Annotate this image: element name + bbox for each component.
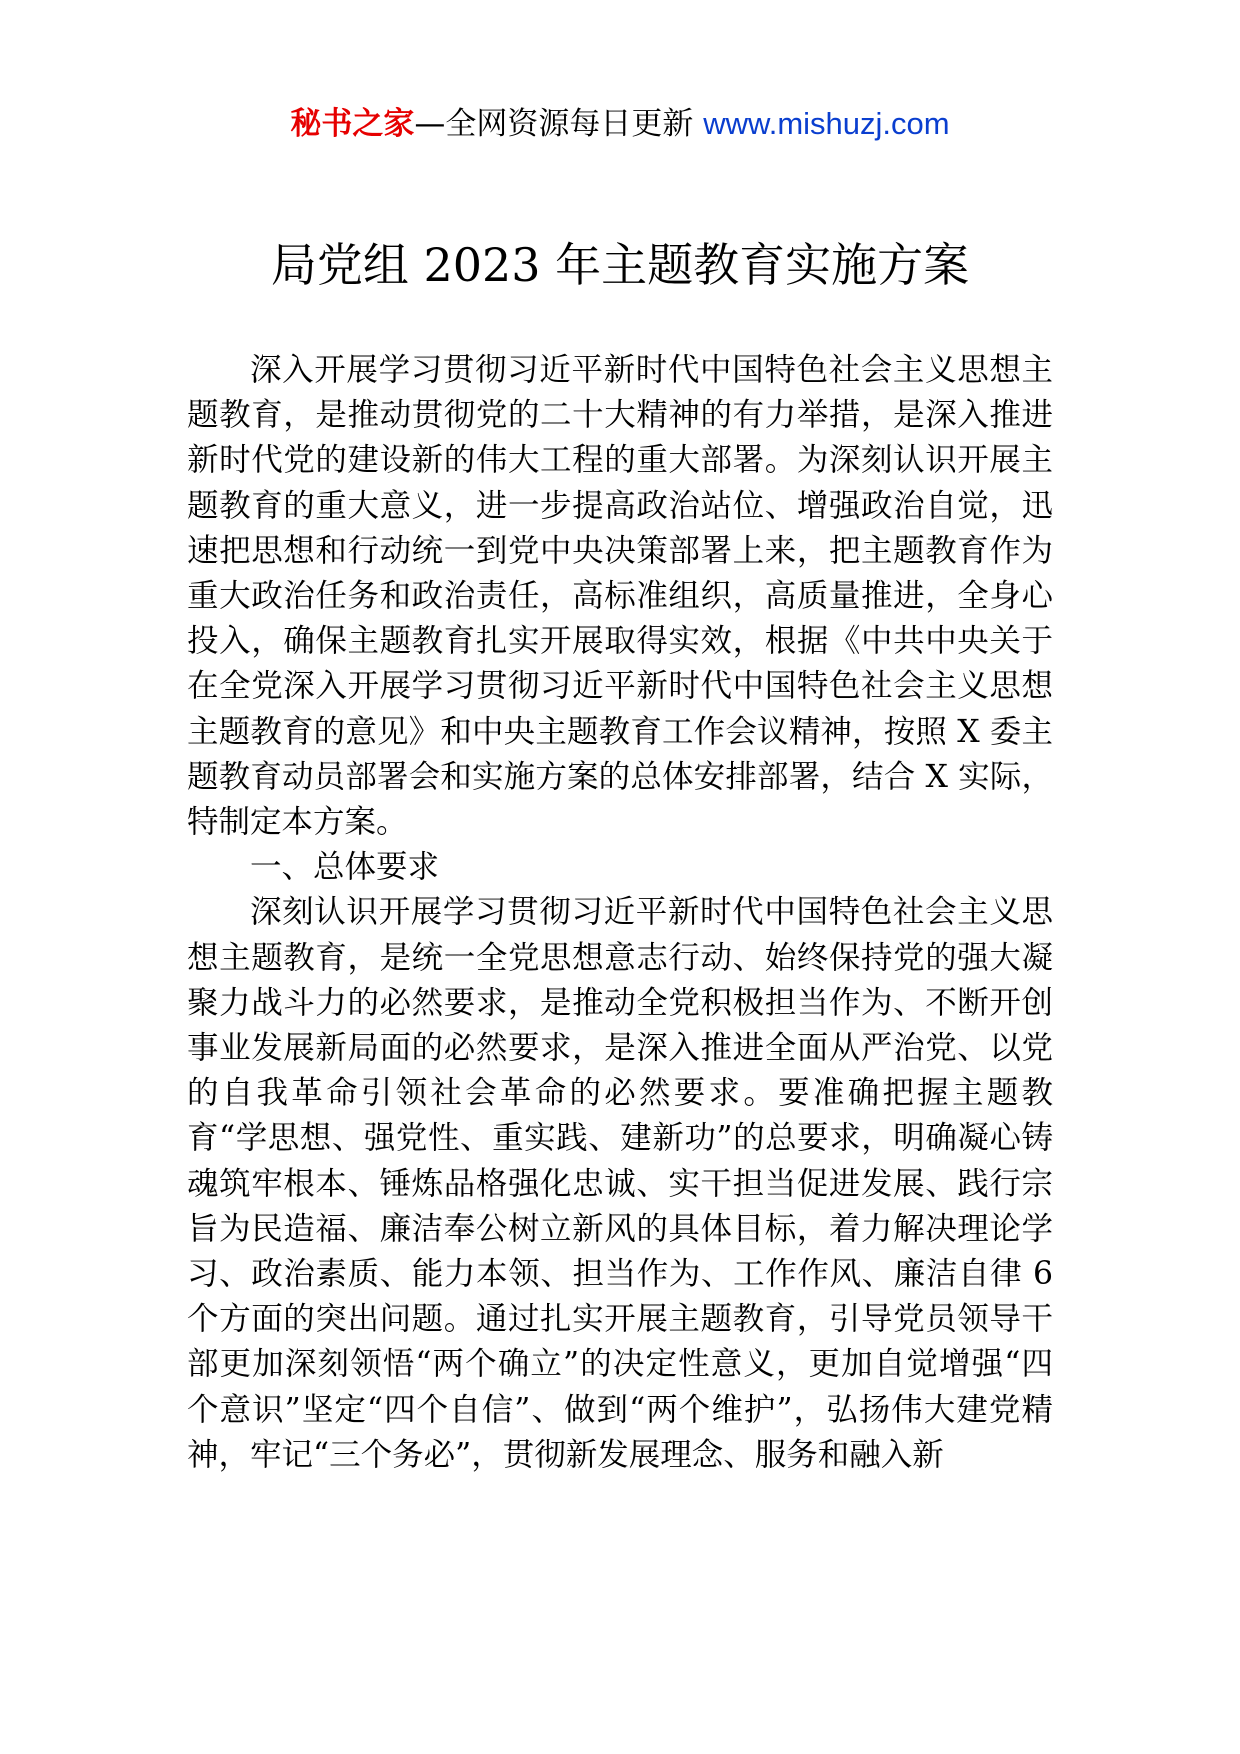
document-body <box>187 348 1053 1478</box>
section-heading-general-requirements: 一、总体要求 <box>250 849 440 886</box>
document-title: 局党组 2023 年主题教育实施方案 <box>270 238 970 292</box>
requirements-paragraph: 深刻认识开展学习贯彻习近平新时代中国特色社会主义思想主题教育，是统一全党思想意志行动、始终保持党的强大凝聚力战斗力的必然要求，是推动全党积极担当作为、不断开创事业发展新局面的必然要求，是深入推进全面从严治党、以党的自我革命引领社会革命的必然要求。要准确把握主题教育“学思想、强党性、重实践、建新功”的总要求，明确凝心铸魂筑牢根本、锤炼品格强化忠诚、实干担当促进发展、践行宗旨为民造福、廉洁奉公树立新风的具体目标，着力解决理论学习、政治素质、能力本领、担当作为、工作作风、廉洁自律 6 个方面的突出问题。通过扎实开展主题教育，引导党员领导干部更加深刻领悟“两个确立”的决定性意义，更加自觉增强“四个意识”坚定“四个自信”、做到“两个维护”，弘扬伟大建党精神，牢记“三个务必”，贯彻新发展理念、服务和融入新 <box>187 894 1053 1473</box>
brand-name: 秘书之家 <box>290 106 415 142</box>
intro-paragraph: 深入开展学习贯彻习近平新时代中国特色社会主义思想主题教育，是推动贯彻党的二十大精神的有力举措，是深入推进新时代党的建设新的伟大工程的重大部署。为深刻认识开展主题教育的重大意义，进一步提高政治站位、增强政治自觉，迅速把思想和行动统一到党中央决策部署上来，把主题教育作为重大政治任务和政治责任，高标准组织，高质量推进，全身心投入，确保主题教育扎实开展取得实效，根据《中共中央关于在全党深入开展学习贯彻习近平新时代中国特色社会主义思想主题教育的意见》和中央主题教育工作会议精神，按照 X 委主题教育动员部署会和实施方案的总体安排部署，结合 X 实际，特制定本方案。 <box>187 352 1053 841</box>
header-slogan: —全网资源每日更新 <box>414 106 704 142</box>
site-header-banner <box>0 98 1240 150</box>
site-url-link[interactable]: www.mishuzj.com <box>703 106 950 141</box>
